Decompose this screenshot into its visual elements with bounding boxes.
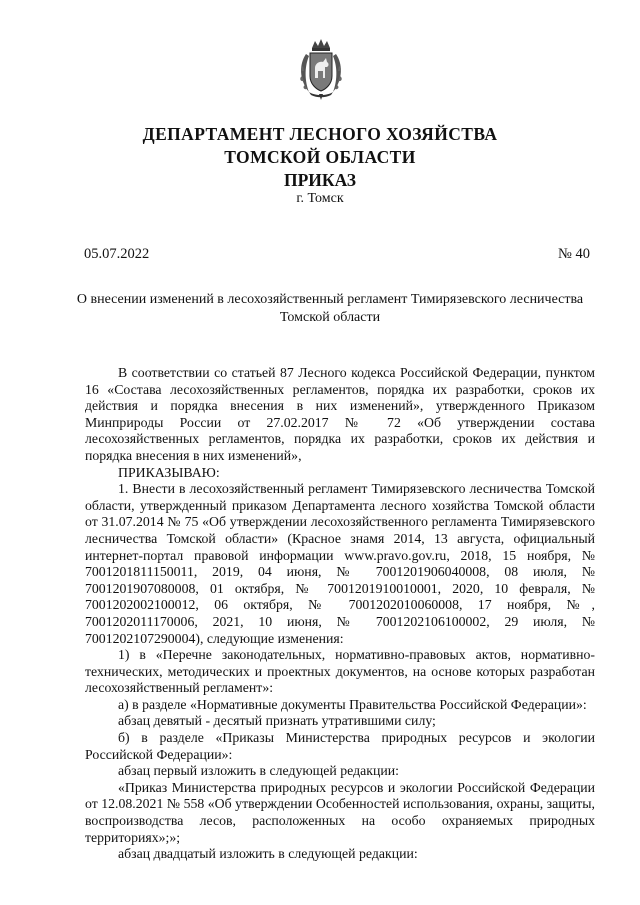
body-paragraph: абзац первый изложить в следующей редакции: xyxy=(118,763,399,779)
body-paragraph: абзац двадцатый изложить в следующей редакции: xyxy=(118,846,418,862)
body-paragraph: а) в разделе «Нормативные документы Правительства Российской Федерации»: xyxy=(118,696,587,712)
coat-of-arms-icon xyxy=(297,38,345,100)
document-type: ПРИКАЗ xyxy=(283,170,357,190)
preamble-paragraph: В соответствии со статьей 87 Лесного кодекса Российской Федерации, пунктом 16 «Состава лесохозяйственных регламентов, порядка их разработки, сроков их действия и порядка внесения в них изменений», утвержденного Приказом Минприроды России от 27.02.2017 № 72 «Об утверждении состава лесохозяйственных регламентов, порядка их разработки, сроков их действия и порядка внесения в них изменений», xyxy=(85,365,595,463)
city: г. Томск xyxy=(296,191,344,206)
body-paragraph: «Приказ Министерства природных ресурсов и экологии Российской Федерации от 12.08.2021 № 558 «Об утверждении Особенностей использования, охраны, защиты, воспроизводства лесов, расположенных на особо охраняемых природных территориях»;»; xyxy=(85,779,595,845)
body-paragraph: 1. Внести в лесохозяйственный регламент Тимирязевского лесничества Томской области, утвержденный приказом Департамента лесного хозяйства Томской области от 31.07.2014 № 75 «Об утверждении лесохозяйственного регламента Тимирязевского лесничества Томской области» (Красное знамя 2014, 13 августа, официальный интернет-портал правовой информации www.pravo.gov.ru, 2018, 15 ноября, № 7001201811150011, 2019, 04 июня, № 7001201906040008, 08 июля, № 7001201907080008, 01 октября, № 7001201910010001, 2020, 10 февраля, № 7001202002100012, 06 октября, № 7001202010060008, 17 ноября, №, 7001202011170006, 2021, 10 июня, № 7001202106100002, 29 июля, № 7001202107290004), следующие изменения: xyxy=(85,481,595,646)
body-paragraph: абзац девятый - десятый признать утратившими силу; xyxy=(118,713,436,729)
order-subject: О внесении изменений в лесохозяйственный регламент Тимирязевского лесничества Томской области xyxy=(76,292,584,325)
document-body xyxy=(85,365,595,863)
department-title: ДЕПАРТАМЕНТ ЛЕСНОГО ХОЗЯЙСТВА xyxy=(142,124,498,144)
body-paragraph: 1) в «Перечне законодательных, нормативно-правовых актов, нормативно-технических, методических и проектных документов, на основе которых разработан лесохозяйственный регламент»: xyxy=(85,647,595,696)
region-title: ТОМСКОЙ ОБЛАСТИ xyxy=(224,147,416,167)
body-paragraph: б) в разделе «Приказы Министерства природных ресурсов и экологии Российской Федерации»: xyxy=(85,730,595,762)
order-heading: ПРИКАЗЫВАЮ: xyxy=(118,464,220,480)
order-number: № 40 xyxy=(558,246,590,262)
order-date: 05.07.2022 xyxy=(84,246,150,262)
